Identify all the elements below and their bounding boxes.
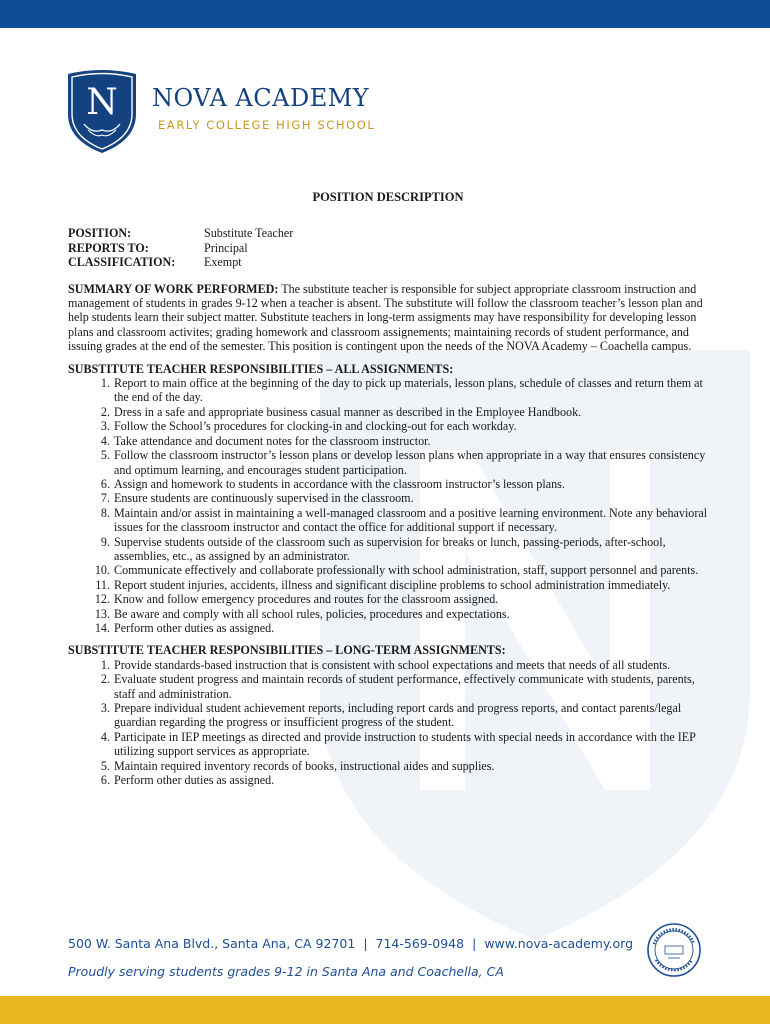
section-long-term-heading: SUBSTITUTE TEACHER RESPONSIBILITIES – LONG-TERM ASSIGNMENTS: bbox=[68, 643, 506, 658]
shield-icon bbox=[66, 68, 138, 154]
meta-label: REPORTS TO: bbox=[68, 240, 149, 255]
meta-classification bbox=[68, 255, 708, 269]
list-item: 1. Provide standards-based instruction that is consistent with school expectations and meets that needs of all students. bbox=[113, 658, 708, 672]
footer-separator: | bbox=[363, 936, 368, 951]
footer-website[interactable]: www.nova-academy.org bbox=[484, 936, 634, 951]
list-item: 2. Dress in a safe and appropriate business casual manner as described in the Employee Handbook. bbox=[113, 405, 708, 419]
list-item: 6. Assign and homework to students in accordance with the classroom instructor’s lesson plans. bbox=[113, 477, 708, 491]
logo-letter: N bbox=[86, 82, 118, 123]
list-item: 10. Communicate effectively and collaborate professionally with school administration, staff, support personnel and parents. bbox=[113, 563, 708, 577]
list-item: 3. Follow the School’s procedures for clocking-in and clocking-out for each workday. bbox=[113, 419, 708, 433]
section-all-assignments-heading: SUBSTITUTE TEACHER RESPONSIBILITIES – ALL ASSIGNMENTS: bbox=[68, 361, 454, 376]
list-item: 7. Ensure students are continuously supervised in the classroom. bbox=[113, 491, 708, 505]
school-logo bbox=[66, 68, 376, 158]
meta-reports-to bbox=[68, 241, 708, 255]
list-item: 8. Maintain and/or assist in maintaining a well-managed classroom and a positive learning environment. Note any behavioral issues for the classroom instructor and contact the office for additional support if necessary. bbox=[113, 506, 708, 535]
footer-address: 500 W. Santa Ana Blvd., Santa Ana, CA 92701 bbox=[68, 936, 356, 951]
bottom-brand-bar bbox=[0, 996, 770, 1024]
meta-value: Principal bbox=[204, 240, 248, 255]
summary-label: SUMMARY OF WORK PERFORMED: bbox=[68, 281, 279, 296]
list-item: 14. Perform other duties as assigned. bbox=[113, 621, 708, 635]
meta-value: Substitute Teacher bbox=[204, 226, 294, 241]
list-item: 4. Take attendance and document notes for the classroom instructor. bbox=[113, 434, 708, 448]
summary-text: The substitute teacher is responsible for subject appropriate classroom instruction and management of students in grades 9-12 when a teacher is absent. The substitute will follow the classroom teacher’s lesson plan and help students learn their subject matter. Substitute teachers in long-term assigments may have responsibility for developing lesson plans and classroom activites; grading homework and classroom assignements; maintaining records of student performance, and issuing grades at the end of the semester. This position is contingent upon the needs of the NOVA Academy – Coachella campus. bbox=[68, 281, 703, 354]
footer-phone: 714-569-0948 bbox=[375, 936, 465, 951]
list-item: 11. Report student injuries, accidents, illness and significant discipline problems to school administration immediately. bbox=[113, 578, 708, 592]
list-item: 1. Report to main office at the beginning of the day to pick up materials, lesson plans, schedule of classes and return them at the end of the day. bbox=[113, 376, 708, 405]
list-item: 3. Prepare individual student achievement reports, including report cards and progress reports, and contact parents/legal guardian regarding the progress or insufficient progress of the student. bbox=[113, 701, 708, 730]
meta-label: CLASSIFICATION: bbox=[68, 255, 176, 270]
list-item: 13. Be aware and comply with all school rules, policies, procedures and expectations. bbox=[113, 607, 708, 621]
school-name: NOVA ACADEMY bbox=[152, 84, 370, 112]
list-item: 6. Perform other duties as assigned. bbox=[113, 773, 708, 787]
meta-position bbox=[68, 226, 708, 240]
document-title: POSITION DESCRIPTION bbox=[312, 190, 464, 204]
footer-separator: | bbox=[472, 936, 477, 951]
list-item: 9. Supervise students outside of the classroom such as supervision for breaks or lunch, passing-periods, after-school, assemblies, etc., as assigned by an administrator. bbox=[113, 535, 708, 564]
list-item: 5. Follow the classroom instructor’s lesson plans or develop lesson plans when appropriate in a way that ensures consistency and optimum learning, and encourages student participation. bbox=[113, 448, 708, 477]
top-brand-bar bbox=[0, 0, 770, 28]
meta-value: Exempt bbox=[204, 255, 242, 270]
list-item: 5. Maintain required inventory records of books, instructional aides and supplies. bbox=[113, 759, 708, 773]
school-subtitle: EARLY COLLEGE HIGH SCHOOL bbox=[158, 118, 376, 132]
long-term-list bbox=[68, 658, 708, 788]
list-item: 12. Know and follow emergency procedures and routes for the classroom assigned. bbox=[113, 592, 708, 606]
list-item: 2. Evaluate student progress and maintain records of student performance, effectively communicate with students, parents, staff and administration. bbox=[113, 672, 708, 701]
position-document bbox=[68, 190, 708, 787]
footer-contact bbox=[68, 936, 633, 951]
accreditation-seal-icon bbox=[646, 922, 702, 978]
list-item: 4. Participate in IEP meetings as directed and provide instruction to students with special needs in accordance with the IEP utilizing support services as appropriate. bbox=[113, 730, 708, 759]
footer-tagline: Proudly serving students grades 9-12 in Santa Ana and Coachella, CA bbox=[68, 964, 504, 979]
summary-paragraph bbox=[68, 282, 708, 354]
all-assignments-list bbox=[68, 376, 708, 635]
meta-label: POSITION: bbox=[68, 226, 132, 241]
